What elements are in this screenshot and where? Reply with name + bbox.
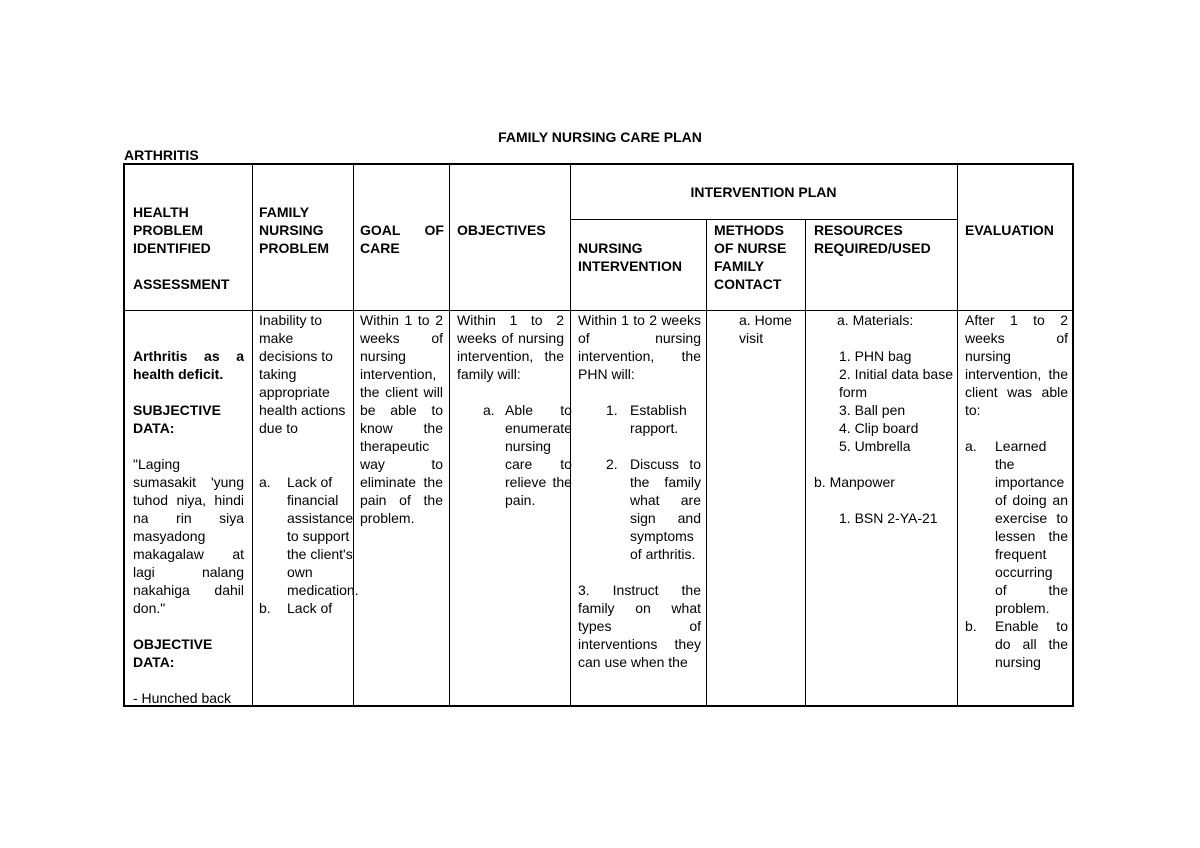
column-divider (353, 165, 354, 705)
methods-cell: a. Home visit (739, 312, 792, 346)
document-subtitle: ARTHRITIS (124, 147, 199, 163)
objectives-intro: Within 1 to 2 weeks of nursing intervention, the family will: (457, 312, 564, 382)
column-divider (957, 165, 958, 705)
document-title: FAMILY NURSING CARE PLAN (498, 129, 702, 145)
list-item: 4. Clip board (839, 420, 919, 436)
subjective-label: SUBJECTIVE DATA: (133, 402, 221, 436)
column-divider (252, 165, 253, 705)
list-item: a. Lack of financial assistance to support the client's own medication. (259, 474, 359, 598)
intervention-divider (570, 219, 957, 220)
column-divider (805, 219, 806, 705)
list-item: 5. Umbrella (839, 438, 911, 454)
list-item: b. Lack of (259, 600, 333, 616)
family-problem-intro: Inability to make decisions to taking appropriate health actions due to (259, 312, 346, 436)
header-objectives: OBJECTIVES (457, 222, 546, 238)
list-item: 2. Discuss to the family what are sign and symptoms of arthritis. (606, 456, 701, 562)
header-resources: RESOURCES REQUIRED/USED (814, 222, 931, 256)
objectives-cell (457, 311, 572, 509)
header-methods: METHODS OF NURSE FAMILY CONTACT (714, 222, 787, 292)
nursing-intervention-cell (578, 311, 701, 707)
evaluation-intro: After 1 to 2 weeks of nursing intervention, the client was able to: (965, 312, 1068, 418)
header-family-nursing-problem: FAMILY NURSING PROBLEM (259, 204, 329, 256)
header-evaluation: EVALUATION (965, 222, 1054, 238)
header-assessment: ASSESSMENT (133, 276, 230, 292)
objective-label: OBJECTIVE DATA: (133, 636, 213, 670)
family-problem-cell (259, 311, 359, 707)
list-item: 1. PHN bag (839, 348, 912, 364)
list-item: a. Able to enumerate nursing care to relieve the pain. (483, 402, 572, 508)
column-divider (449, 165, 450, 705)
manpower-label: b. Manpower (814, 474, 895, 490)
column-divider (706, 219, 707, 705)
health-deficit-title: Arthritis as a health deficit. (133, 348, 244, 382)
list-item: 2. Initial data base form (839, 366, 953, 400)
list-item: 3. Ball pen (839, 402, 906, 418)
header-nursing-intervention: NURSING INTERVENTION (578, 240, 682, 274)
evaluation-cell (965, 311, 1068, 707)
nursing-item-3: 3. Instruct the family on what types of interventions they can use when the (578, 582, 701, 670)
goal-cell: Within 1 to 2 weeks of nursing intervention, the client will be able to know the therapeutic way to eliminate the pain of the problem. (360, 312, 443, 526)
list-item: 1. BSN 2-YA-21 (839, 510, 938, 526)
subjective-text: "Laging sumasakit 'yung tuhod niya, hindi na rin siya masyadong makagalaw at lagi nalang nakahiga dahil don." (133, 456, 244, 616)
list-item: b. Enable to do all the nursing (965, 618, 1068, 670)
list-item: a. Learned the importance of doing an exercise to lessen the frequent occurring of the problem. (965, 438, 1068, 616)
nursing-intro: Within 1 to 2 weeks of nursing intervention, the PHN will: (578, 312, 701, 382)
objective-text: - Hunched back (133, 690, 232, 706)
manpower-block (814, 473, 952, 527)
health-problem-cell (133, 329, 244, 707)
care-plan-table (123, 163, 1074, 707)
resources-cell (837, 311, 953, 455)
header-goal-of-care: GOAL OF CARE (360, 222, 444, 256)
materials-label: a. Materials: (837, 312, 914, 328)
header-health-problem: HEALTH PROBLEM IDENTIFIED ASSESSMENT (133, 203, 248, 293)
header-intervention-plan: INTERVENTION PLAN (690, 184, 837, 200)
list-item: 1. Establish rapport. (606, 402, 687, 436)
